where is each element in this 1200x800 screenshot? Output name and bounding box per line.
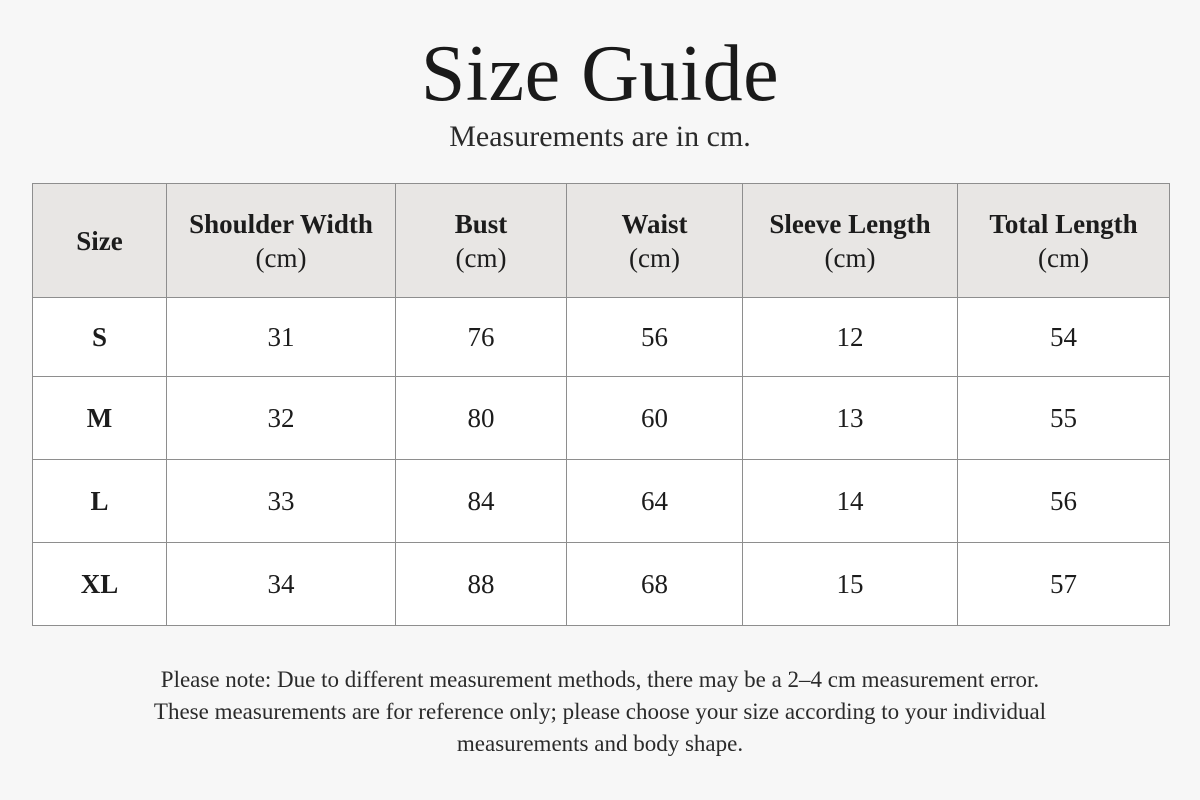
- bust-cell: 88: [396, 543, 567, 626]
- shoulder-width-cell: 31: [167, 298, 396, 377]
- total-length-cell: 55: [958, 377, 1170, 460]
- total-length-cell: 56: [958, 460, 1170, 543]
- header-unit: (cm): [629, 242, 680, 273]
- measurement-note: Please note: Due to different measurement methods, there may be a 2–4 cm measurement error. These measurements are for reference only; please choose your size according to your individual measurements and body shape.: [153, 667, 1047, 756]
- size-cell: S: [33, 298, 167, 377]
- table-row: [33, 377, 1170, 460]
- header-size: [33, 184, 167, 298]
- sleeve-length-cell: 12: [743, 298, 958, 377]
- header-label: Total Length: [989, 208, 1138, 239]
- size-cell: XL: [33, 543, 167, 626]
- bust-cell: 80: [396, 377, 567, 460]
- waist-cell: 68: [567, 543, 743, 626]
- header-unit: (cm): [255, 242, 307, 273]
- waist-cell: 56: [567, 298, 743, 377]
- size-cell: M: [33, 377, 167, 460]
- total-length-cell: 57: [958, 543, 1170, 626]
- table-row: [33, 543, 1170, 626]
- shoulder-width-cell: 32: [167, 377, 396, 460]
- bust-cell: 76: [396, 298, 567, 377]
- header-label: Sleeve Length: [769, 208, 931, 239]
- header-label: Bust: [454, 208, 508, 239]
- sleeve-length-cell: 13: [743, 377, 958, 460]
- size-cell: L: [33, 460, 167, 543]
- shoulder-width-cell: 34: [167, 543, 396, 626]
- waist-cell: 60: [567, 377, 743, 460]
- header-shoulder-width: [167, 184, 396, 298]
- table-row: [33, 298, 1170, 377]
- sleeve-length-cell: 15: [743, 543, 958, 626]
- header-sleeve-length: [743, 184, 958, 298]
- header-waist: [567, 184, 743, 298]
- sleeve-length-cell: 14: [743, 460, 958, 543]
- header-bust: [396, 184, 567, 298]
- header-unit: (cm): [824, 242, 876, 273]
- page-subtitle: Measurements are in cm.: [449, 120, 751, 153]
- bust-cell: 84: [396, 460, 567, 543]
- total-length-cell: 54: [958, 298, 1170, 377]
- header-unit: (cm): [455, 242, 507, 273]
- shoulder-width-cell: 33: [167, 460, 396, 543]
- table-header-row: [33, 184, 1170, 298]
- header-label: Size: [76, 225, 123, 256]
- header-label: Shoulder Width: [189, 208, 373, 239]
- table-row: [33, 460, 1170, 543]
- header-total-length: [958, 184, 1170, 298]
- header-label: Waist: [621, 208, 688, 239]
- size-table: [32, 183, 1170, 626]
- waist-cell: 64: [567, 460, 743, 543]
- page-title: Size Guide: [420, 30, 780, 118]
- header-unit: (cm): [1038, 242, 1089, 273]
